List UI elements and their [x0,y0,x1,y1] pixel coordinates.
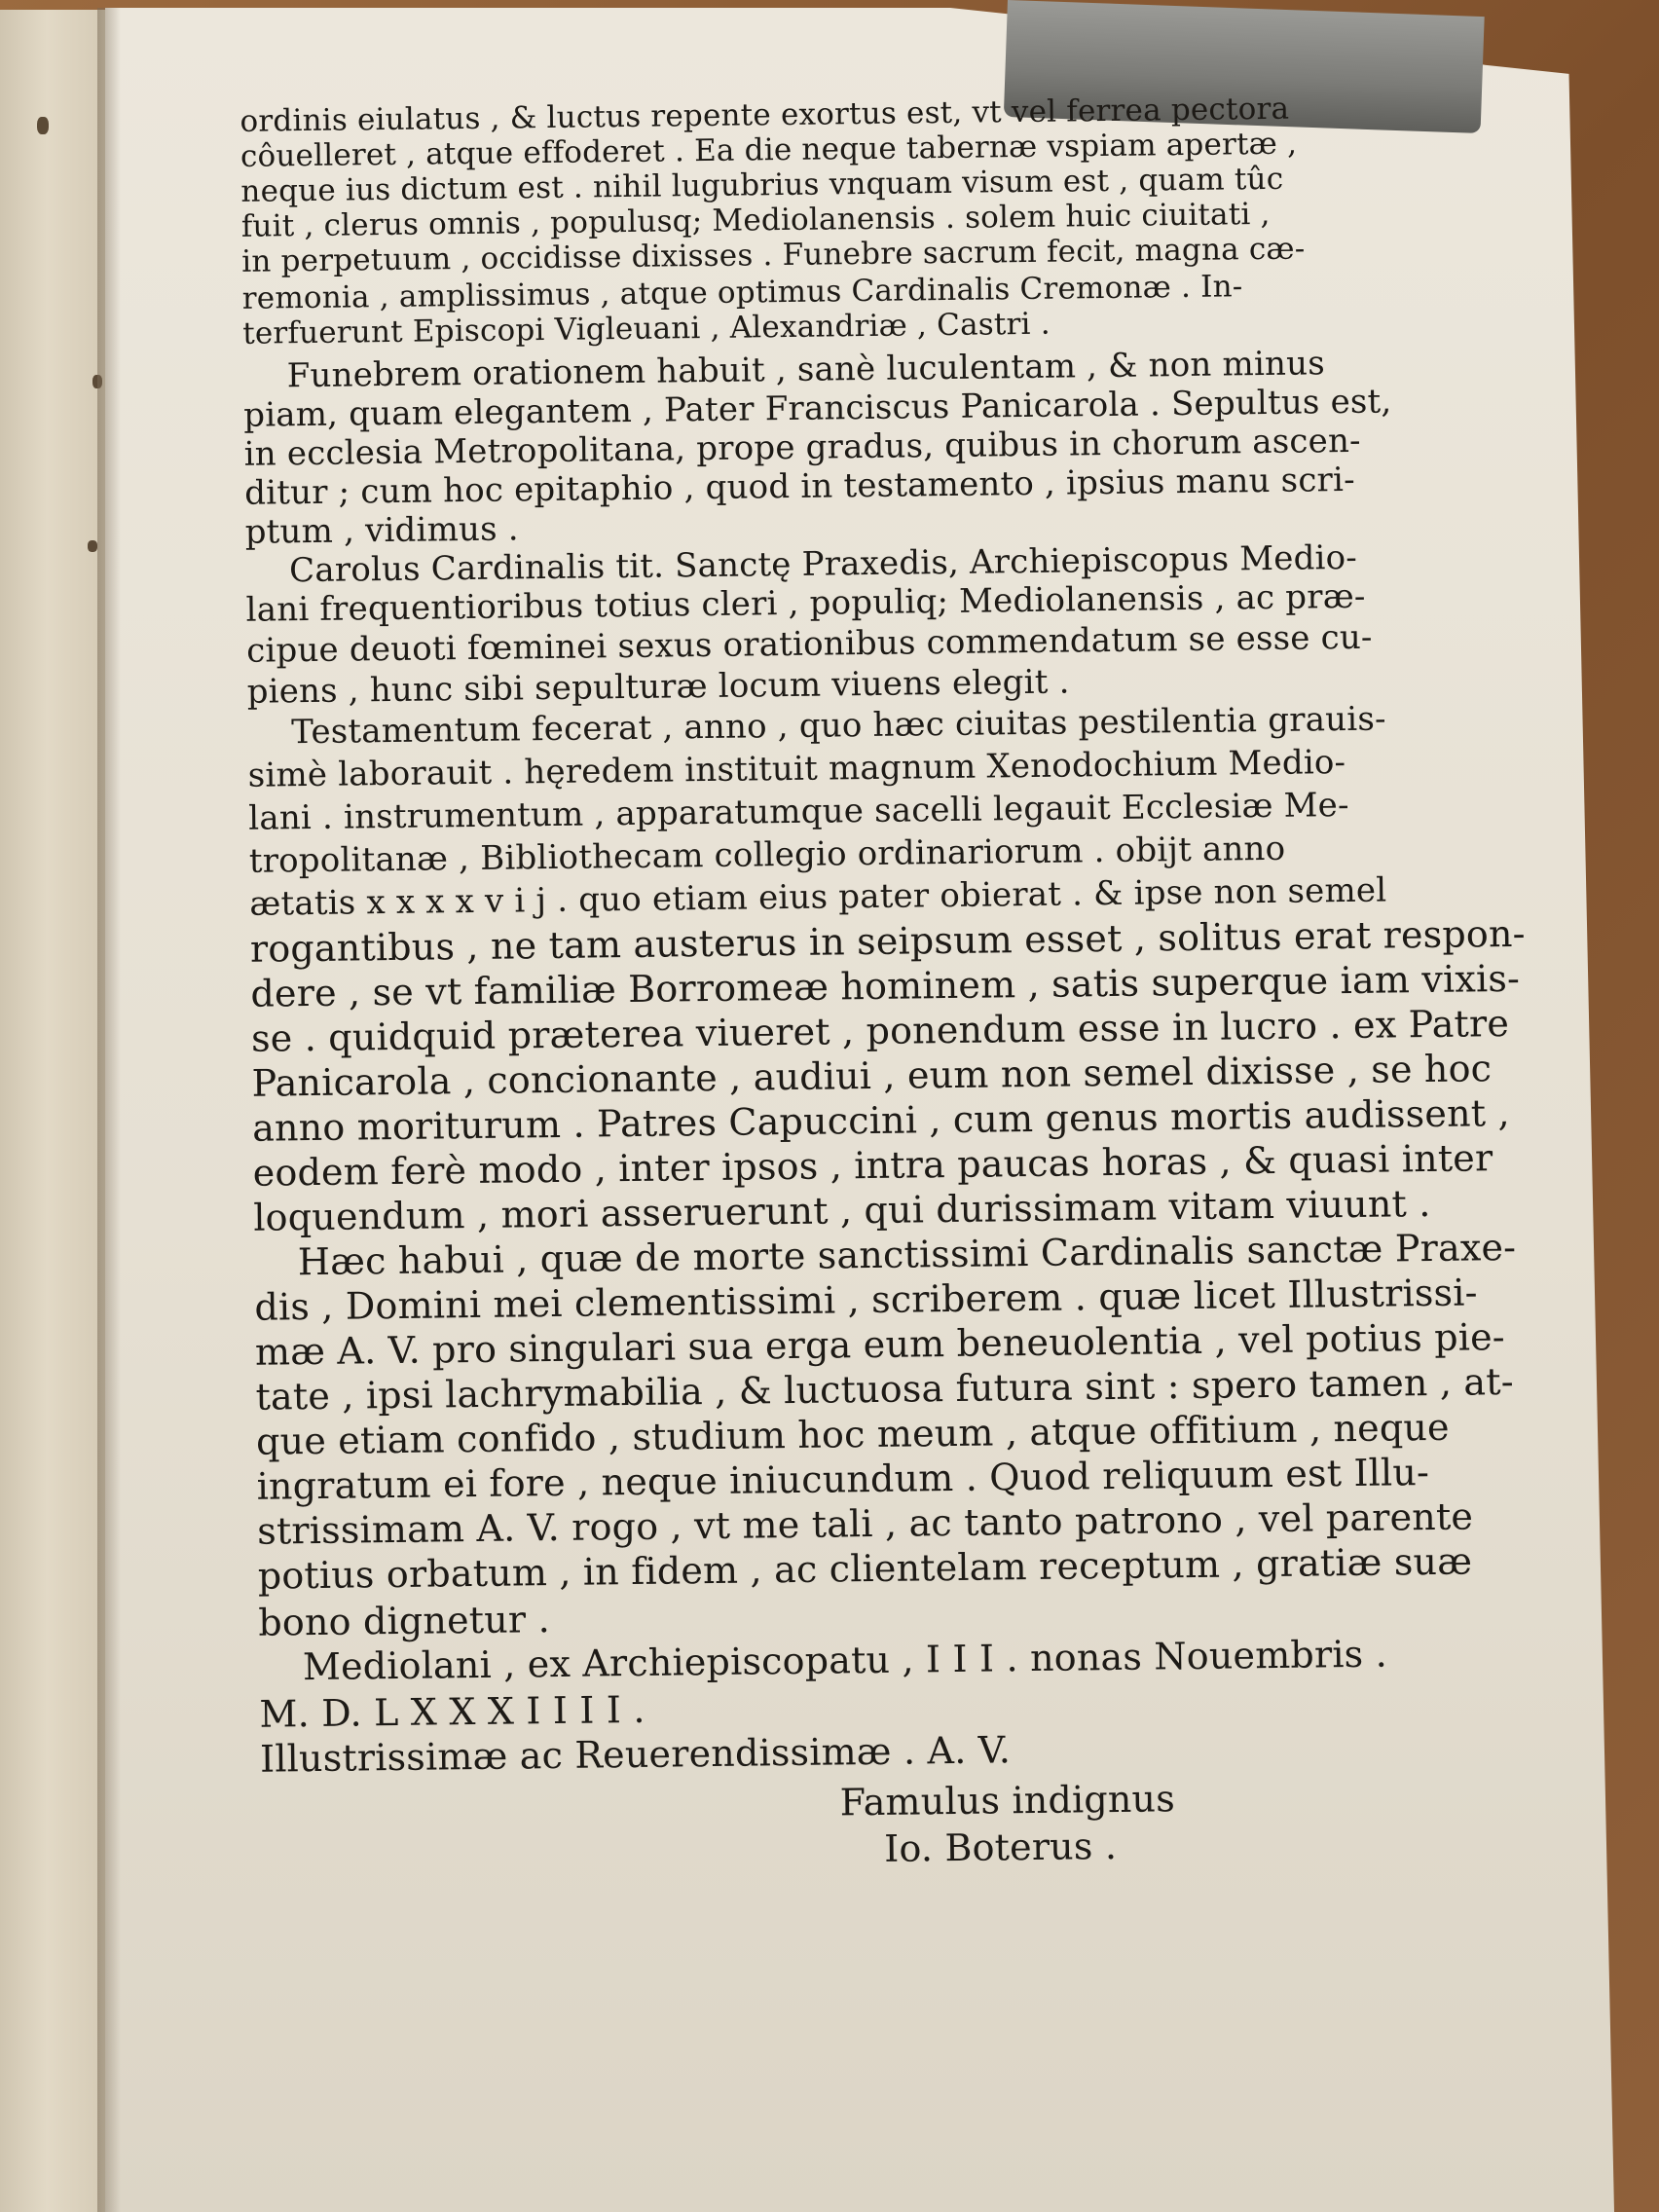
text-line: lani . instrumentum , apparatumque sacelli legauit Ecclesiæ Me- [248,785,1349,838]
text-line: Panicarola , concionante , audiui , eum non semel dixisse , se hoc [251,1047,1493,1105]
text-line: terfuerunt Episcopi Vigleuani , Alexandriæ , Castri . [241,306,1051,351]
signature-title: Famulus indignus [839,1777,1176,1825]
ink-stain [37,117,49,134]
text-line: rogantibus , ne tam austerus in seipsum esset , solitus erat respon- [249,911,1526,971]
text-line: côuelleret , atque effoderet . Ea die neque tabernæ vspiam apertæ , [240,126,1298,174]
text-line: remonia , amplissimus , atque optimus Cardinalis Cremonæ . In- [241,269,1243,316]
year-line: M. D. L X X X I I I I . [259,1687,645,1736]
page-gutter-shadow [97,8,121,2212]
text-line: eodem ferè modo , inter ipsos , intra paucas horas , & quasi inter [252,1136,1493,1195]
text-line: lani frequentioribus totius cleri , populiq; Mediolanensis , ac præ- [245,576,1366,630]
text-line: ingratum ei fore , neque iniucundum . Quod reliquum est Illu- [256,1451,1430,1508]
text-line: Carolus Cardinalis tit. Sanctę Praxedis, Archiepiscopus Medio- [288,537,1358,591]
text-line: tate , ipsi lachrymabilia , & luctuosa futura sint : spero tamen , at- [255,1359,1514,1419]
ink-stain [88,540,97,552]
dateline: Mediolani , ex Archiepiscopatu , I I I . nonas Nouembris . [302,1632,1388,1689]
text-line: anno moriturum . Patres Capuccini , cum genus mortis audissent , [251,1090,1511,1150]
text-line: simè laborauit . hęredem instituit magnum Xenodochium Medio- [247,743,1346,795]
text-line: cipue deuoti fœminei sexus orationibus commendatum se esse cu- [245,617,1373,671]
text-line: se . quidquid præterea viueret , ponendum esse in lucro . ex Patre [250,1001,1510,1060]
text-line: in ecclesia Metropolitana, prope gradus, quibus in chorum ascen- [243,421,1361,474]
text-line: in perpetuum , occidisse dixisses . Funebre sacrum fecit, magna cæ- [241,231,1306,279]
text-line: tropolitanæ , Bibliothecam collegio ordinariorum . obijt anno [248,829,1286,881]
text-line: mæ A. V. pro singulari sua erga eum beneuolentia , vel potius pie- [254,1315,1506,1374]
text-line: loquendum , mori asseruerunt , qui durissimam vitam viuunt . [253,1181,1431,1239]
text-line: piam, quam elegantem , Pater Franciscus Panicarola . Sepultus est, [242,382,1392,435]
text-line: fuit , clerus omnis , populusq; Mediolanensis . solem huic ciuitati , [240,196,1271,244]
salutation: Illustrissimæ ac Reuerendissimæ . A. V. [259,1728,1012,1781]
text-line: ordinis eiulatus , & luctus repente exortus est, vt vel ferrea pectora [240,91,1290,139]
page-text [146,0,1535,2142]
text-line: que etiam confido , studium hoc meum , atque offitium , neque [255,1405,1450,1463]
text-line: ptum , vidimus . [244,509,520,552]
text-line: dis , Domini mei clementissimi , scriberem . quæ licet Illustrissi- [254,1271,1478,1329]
text-line: potius orbatum , in fidem , ac clientelam receptum , gratiæ suæ [257,1539,1473,1598]
text-line: ditur ; cum hoc epitaphio , quod in testamento , ipsius manu scri- [243,460,1356,513]
text-line: Hæc habui , quæ de morte sanctissimi Cardinalis sanctæ Praxe- [297,1225,1517,1284]
signature-name: Io. Boterus . [883,1824,1118,1870]
text-line: bono dignetur . [258,1598,551,1644]
text-line: Funebrem orationem habuit , sanè luculentam , & non minus [286,344,1326,396]
text-line: Testamentum fecerat , anno , quo hæc ciuitas pestilentia grauis- [290,699,1386,753]
text-line: piens , hunc sibi sepulturæ locum viuens elegit . [246,662,1070,712]
text-line: strissimam A. V. rogo , vt me tali , ac tanto patrono , vel parente [256,1494,1474,1553]
text-line: ætatis x x x x v i j . quo etiam eius pater obierat . & ipse non semel [249,870,1387,924]
text-line: dere , se vt familiæ Borromeæ hominem , satis superque iam vixis- [250,956,1521,1015]
text-line: neque ius dictum est . nihil lugubrius vnquam visum est , quam tûc [240,161,1284,209]
